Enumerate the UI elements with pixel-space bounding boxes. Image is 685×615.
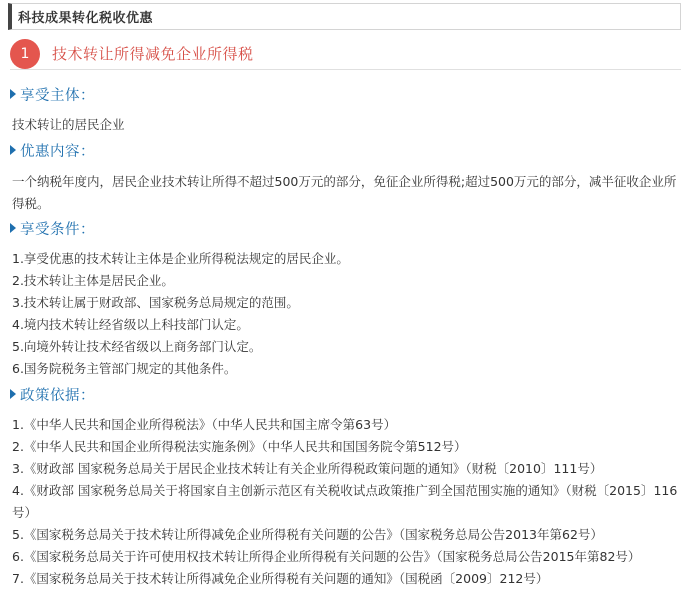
- list-item: 5.《国家税务总局关于技术转让所得减免企业所得税有关问题的公告》（国家税务总局公告2013年第62号）: [12, 527, 603, 542]
- section-header-title: 科技成果转化税收优惠: [18, 11, 154, 26]
- list-item: 6.国务院税务主管部门规定的其他条件。: [12, 361, 237, 376]
- triangle-bullet-icon: [10, 145, 16, 155]
- basis-list: [12, 414, 680, 590]
- basis-heading: [10, 384, 95, 404]
- subject-text: 技术转让的居民企业: [12, 117, 125, 132]
- list-item: 1.《中华人民共和国企业所得税法》（中华人民共和国主席令第63号）: [12, 417, 397, 432]
- triangle-bullet-icon: [10, 89, 16, 99]
- list-item: 2.技术转让主体是居民企业。: [12, 273, 174, 288]
- list-item: 5.向境外转让技术经省级以上商务部门认定。: [12, 339, 262, 354]
- list-item: 3.《财政部 国家税务总局关于居民企业技术转让有关企业所得税政策问题的通知》（财税〔2010〕111号）: [12, 461, 603, 476]
- conditions-title: 享受条件：: [20, 221, 95, 238]
- item-title: 技术转让所得减免企业所得税: [52, 45, 254, 63]
- item-number-badge: 1: [10, 39, 40, 69]
- conditions-list: [12, 248, 680, 380]
- content-title: 优惠内容：: [20, 143, 95, 160]
- list-item: 4.《财政部 国家税务总局关于将国家自主创新示范区有关税收试点政策推广到全国范围实施的通知》（财税〔2015〕116号）: [12, 483, 678, 520]
- conditions-heading: [10, 218, 95, 238]
- list-item: 6.《国家税务总局关于许可使用权技术转让所得企业所得税有关问题的公告》（国家税务总局公告2015年第82号）: [12, 549, 641, 564]
- list-item: 3.技术转让属于财政部、国家税务总局规定的范围。: [12, 295, 299, 310]
- content-text: 一个纳税年度内，居民企业技术转让所得不超过500万元的部分，免征企业所得税;超过500万元的部分，减半征收企业所得税。: [12, 174, 677, 211]
- triangle-bullet-icon: [10, 223, 16, 233]
- basis-title: 政策依据：: [20, 387, 95, 404]
- section-header: [8, 3, 681, 30]
- subject-title: 享受主体：: [20, 87, 95, 104]
- list-item: 2.《中华人民共和国企业所得税法实施条例》（中华人民共和国国务院令第512号）: [12, 439, 467, 454]
- list-item: 4.境内技术转让经省级以上科技部门认定。: [12, 317, 249, 332]
- list-item: 1.享受优惠的技术转让主体是企业所得税法规定的居民企业。: [12, 251, 349, 266]
- triangle-bullet-icon: [10, 389, 16, 399]
- list-item: 7.《国家税务总局关于技术转让所得减免企业所得税有关问题的通知》（国税函〔2009〕212号）: [12, 571, 549, 586]
- subject-heading: [10, 84, 95, 104]
- content-heading: [10, 140, 95, 160]
- item-heading: [10, 38, 681, 70]
